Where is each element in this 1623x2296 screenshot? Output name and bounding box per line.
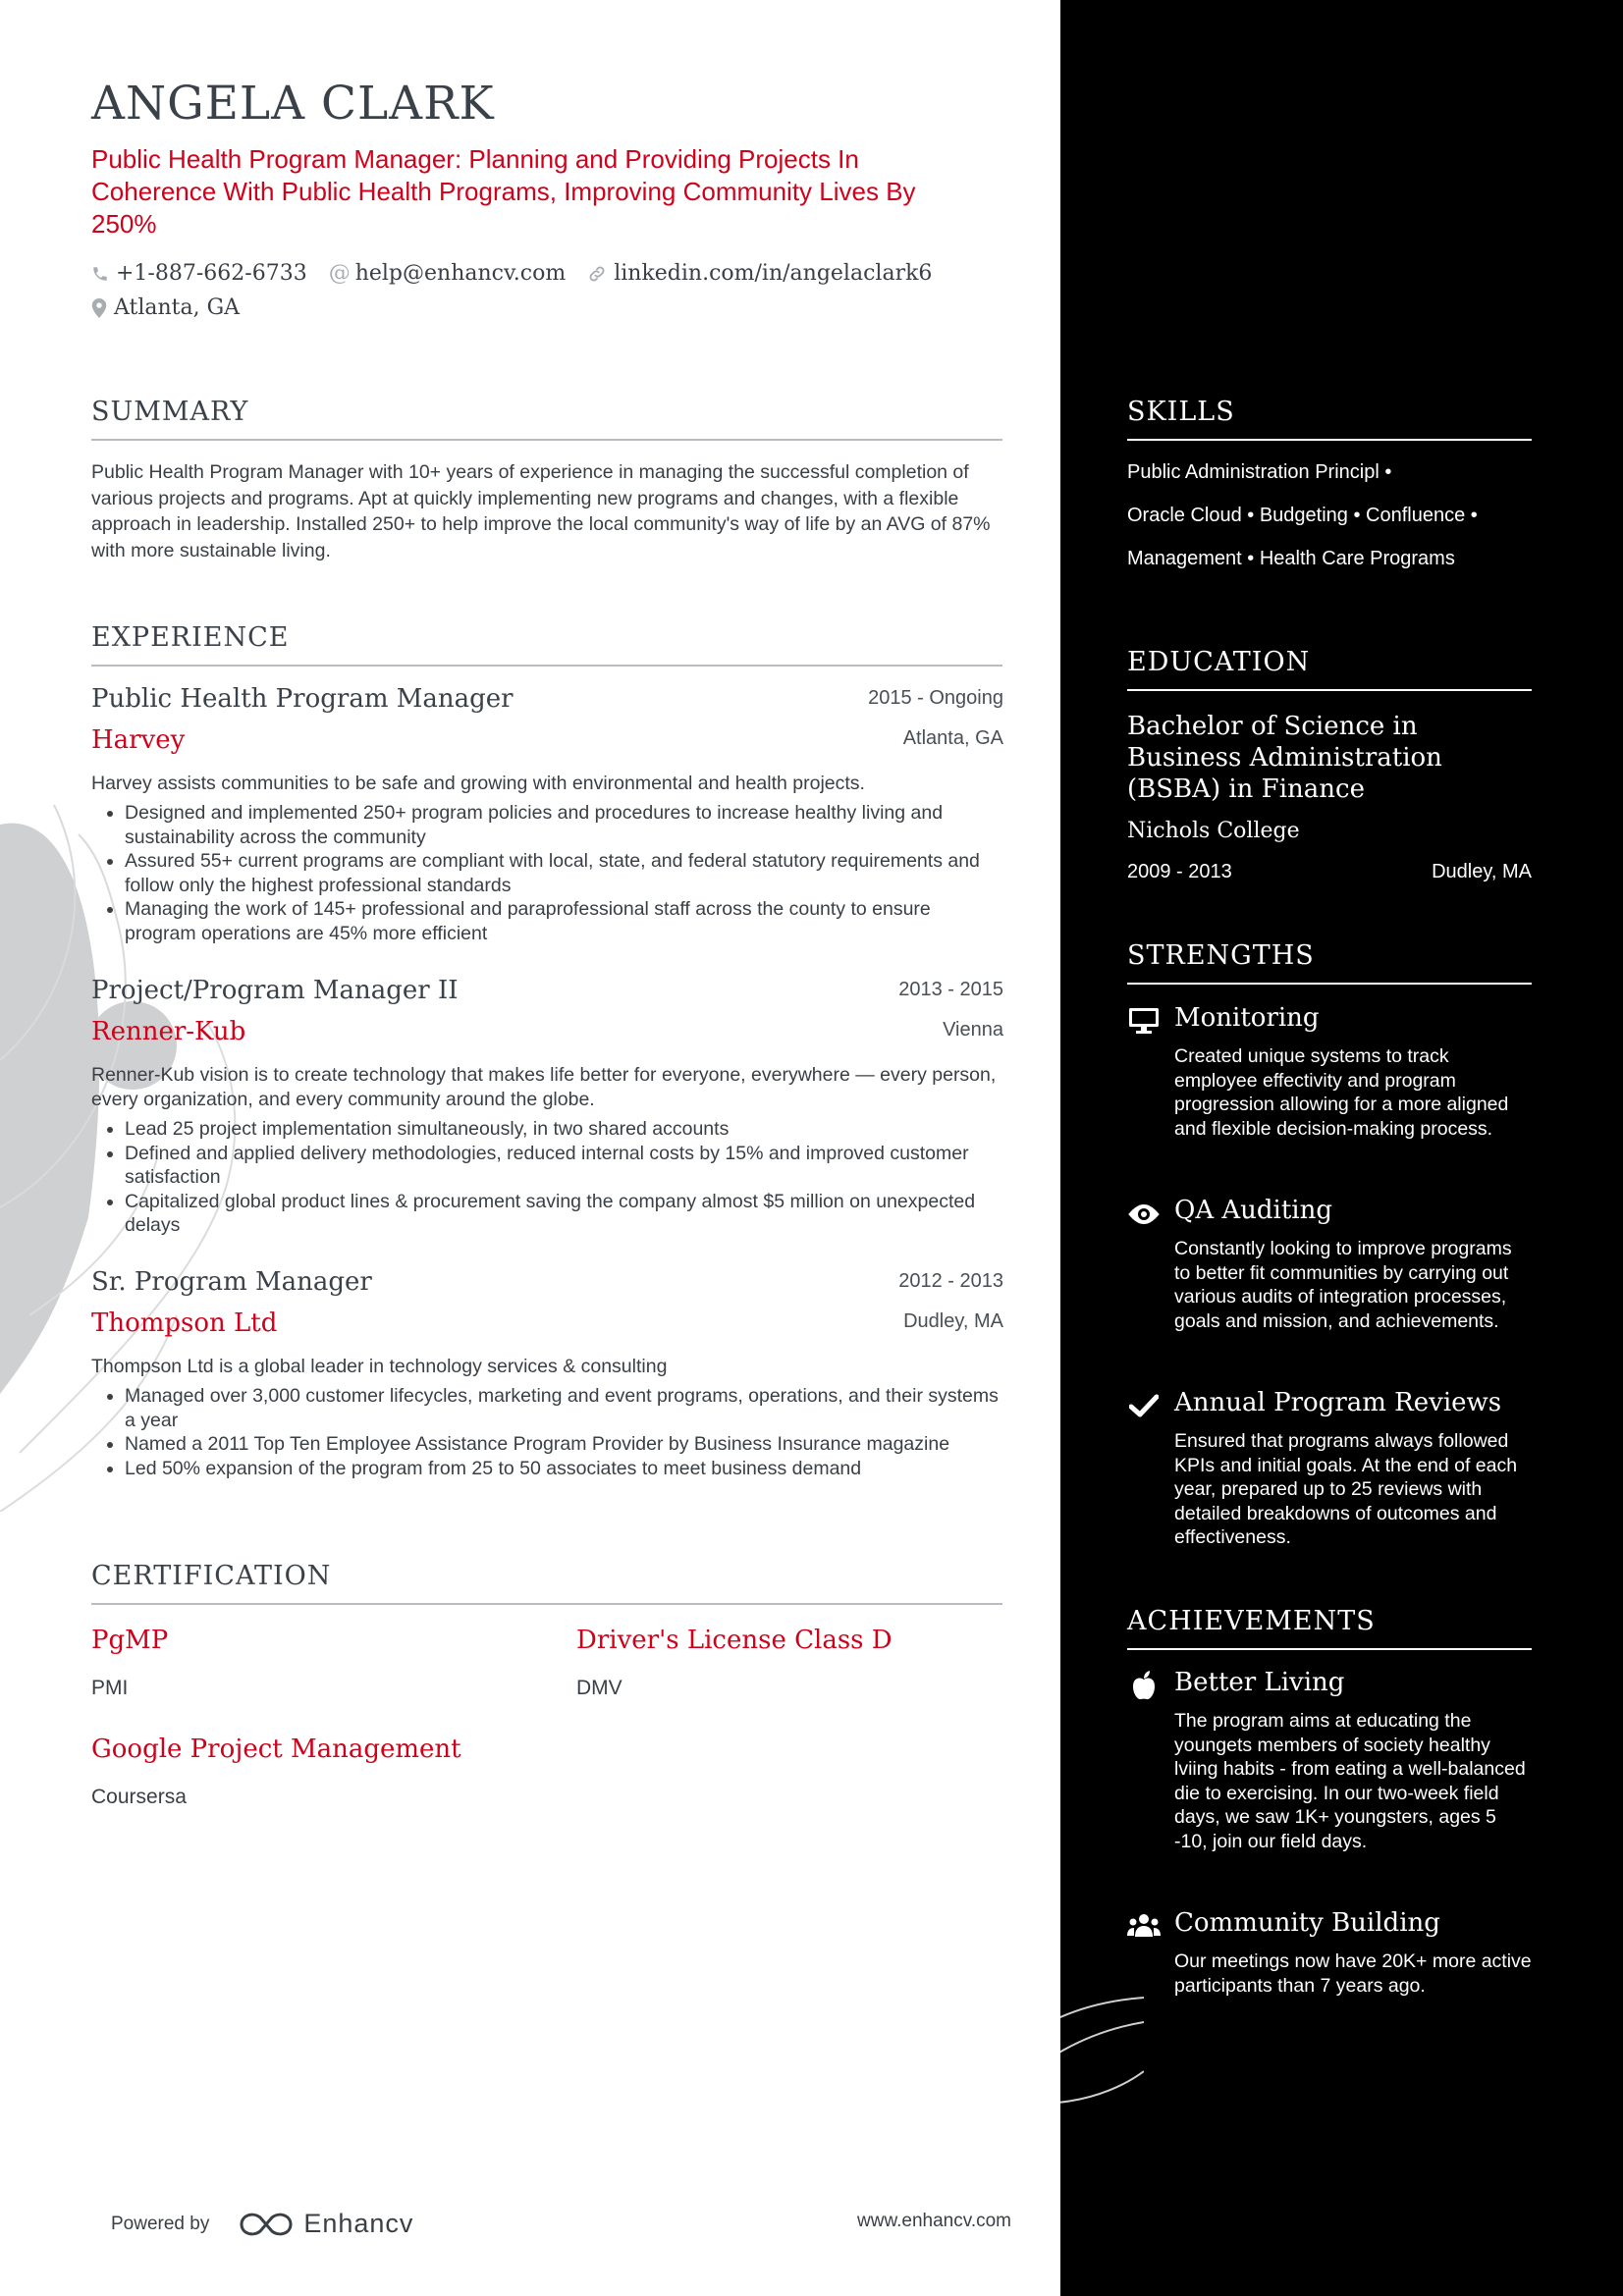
users-icon — [1127, 1909, 1161, 1943]
job-dates: 2015 - Ongoing — [868, 687, 1003, 709]
skills-line: Oracle Cloud • Budgeting • Confluence • — [1127, 505, 1478, 526]
strength-description: Constantly looking to improve programs to better fit communities by carrying out various audits of integration processes, goals and mission, and achievements. — [1174, 1238, 1512, 1332]
job-dates: 2013 - 2015 — [898, 979, 1003, 1000]
achievement-description: The program aims at educating the youngets members of society healthy lviing habits - from eating a well-balanced die to exercising. In our two-week field days, we saw 1K+ youngsters, ages 5 -10, join our field days. — [1174, 1710, 1526, 1852]
education-school: Nichols College — [1127, 819, 1300, 843]
job-description: Renner-Kub vision is to create technology that makes life better for everyone, everywhere — every person, every organization, and every community around the globe. — [91, 1064, 997, 1110]
enhancv-brand-text: Enhancv — [303, 2209, 414, 2238]
bullet-item: • Led 50% expansion of the program from 25 to 50 associates to meet business demand — [125, 1457, 1004, 1481]
enhancv-logo-icon — [239, 2212, 294, 2237]
education-location: Dudley, MA — [1432, 861, 1532, 882]
cert-issuer: PMI — [91, 1677, 129, 1699]
phone-text: +1-887-662-6733 — [116, 261, 307, 286]
strength-description: Created unique systems to track employee effectivity and program progression allowing for a more aligned and flexible decision-making process. — [1174, 1045, 1509, 1140]
strength-title: Monitoring — [1174, 1003, 1320, 1033]
summary-text: Public Health Program Manager with 10+ years of experience in managing the successful completion of various projects and programs. Apt at quickly implementing new programs and changes, with a flexible approach in leadership. Installed 250+ to help improve the local community's way of life by an AVG of 87% with more sustainable living. — [91, 461, 991, 561]
job-title: Public Health Program Manager — [91, 684, 514, 714]
apple-icon — [1127, 1669, 1161, 1702]
powered-by-text: Powered by — [111, 2213, 210, 2234]
job-title: Sr. Program Manager — [91, 1267, 372, 1297]
job-bullets — [91, 1117, 1004, 1238]
job-description: Harvey assists communities to be safe and growing with environmental and health projects. — [91, 773, 865, 794]
bullet-item: • Defined and applied delivery methodologies, reduced internal costs by 15% and improved customer satisfaction — [125, 1142, 1004, 1190]
linkedin-contact[interactable] — [587, 261, 932, 286]
strengths-heading: STRENGTHS — [1127, 940, 1532, 985]
certification-heading: CERTIFICATION — [91, 1561, 1002, 1605]
candidate-name: ANGELA CLARK — [91, 77, 495, 131]
sidebar-column — [1060, 0, 1623, 2296]
location-text: Atlanta, GA — [114, 295, 241, 320]
at-icon: @ — [328, 261, 351, 286]
phone-icon — [91, 265, 109, 283]
achievements-heading: ACHIEVEMENTS — [1127, 1606, 1532, 1650]
job-bullets — [91, 1384, 1004, 1480]
cert-issuer: Coursersa — [91, 1786, 187, 1808]
phone-contact[interactable] — [91, 261, 307, 286]
email-text: help@enhancv.com — [354, 261, 567, 286]
monitor-icon — [1127, 1004, 1161, 1038]
job-company: Renner-Kub — [91, 1017, 246, 1046]
email-contact[interactable] — [329, 261, 567, 286]
footer-powered-by — [111, 2209, 413, 2239]
leaf-decoration — [1060, 1993, 1144, 2130]
achievement-title: Better Living — [1174, 1668, 1345, 1697]
eye-icon — [1127, 1198, 1161, 1231]
skills-heading: SKILLS — [1127, 397, 1532, 441]
footer-website[interactable]: www.enhancv.com — [857, 2211, 1011, 2231]
bullet-item: • Named a 2011 Top Ten Employee Assistance Program Provider by Business Insurance magazine — [125, 1432, 1004, 1457]
cert-name: PgMP — [91, 1626, 169, 1655]
job-title: Project/Program Manager II — [91, 976, 459, 1005]
job-description: Thompson Ltd is a global leader in technology services & consulting — [91, 1356, 668, 1377]
job-location: Atlanta, GA — [902, 727, 1003, 749]
job-bullets — [91, 801, 1004, 945]
experience-heading: EXPERIENCE — [91, 622, 1002, 667]
achievement-title: Community Building — [1174, 1908, 1440, 1938]
strength-title: QA Auditing — [1174, 1196, 1332, 1225]
location-pin-icon — [91, 298, 107, 318]
bullet-item: • Assured 55+ current programs are compliant with local, state, and federal statutory requirements and follow only the highest professional standards — [125, 849, 1004, 897]
cert-issuer: DMV — [576, 1677, 622, 1699]
job-dates: 2012 - 2013 — [898, 1270, 1003, 1292]
location-contact — [91, 295, 240, 320]
education-dates: 2009 - 2013 — [1127, 861, 1232, 882]
summary-heading: SUMMARY — [91, 397, 1002, 441]
skills-line: Management • Health Care Programs — [1127, 548, 1455, 569]
bullet-item: • Managed over 3,000 customer lifecycles, marketing and event programs, operations, and their systems a year — [125, 1384, 1004, 1432]
job-location: Dudley, MA — [903, 1310, 1003, 1332]
contact-row-1 — [91, 261, 953, 286]
strength-description: Ensured that programs always followed KPIs and initial goals. At the end of each year, prepared up to 25 reviews with detailed breakdowns of outcomes and effectiveness. — [1174, 1430, 1518, 1548]
education-degree: Bachelor of Science in Business Administration (BSBA) in Finance — [1127, 712, 1442, 804]
cert-name: Driver's License Class D — [576, 1626, 893, 1655]
enhancv-logo[interactable] — [239, 2209, 413, 2239]
achievement-description: Our meetings now have 20K+ more active participants than 7 years ago. — [1174, 1950, 1532, 1997]
bullet-item: • Lead 25 project implementation simultaneously, in two shared accounts — [125, 1117, 1004, 1142]
job-company: Harvey — [91, 725, 186, 755]
strength-title: Annual Program Reviews — [1174, 1388, 1502, 1417]
bullet-item: • Designed and implemented 250+ program policies and procedures to increase healthy living and sustainability across the community — [125, 801, 1004, 849]
linkedin-text: linkedin.com/in/angelaclark6 — [614, 261, 933, 286]
bullet-item: • Managing the work of 145+ professional and paraprofessional staff across the county to ensure program operations are 45% more efficient — [125, 897, 1004, 945]
job-company: Thompson Ltd — [91, 1308, 278, 1338]
checkmark-icon — [1127, 1389, 1161, 1422]
education-heading: EDUCATION — [1127, 647, 1532, 691]
headline: Public Health Program Manager: Planning and Providing Projects In Coherence With Public Health Programs, Improving Community Lives By 250% — [91, 144, 916, 239]
cert-name: Google Project Management — [91, 1735, 461, 1764]
contact-row-2 — [91, 295, 261, 320]
link-icon — [587, 264, 607, 284]
skills-line: Public Administration Principl • — [1127, 461, 1392, 483]
job-location: Vienna — [943, 1019, 1003, 1041]
bullet-item: • Capitalized global product lines & procurement saving the company almost $5 million on unexpected delays — [125, 1190, 1004, 1238]
